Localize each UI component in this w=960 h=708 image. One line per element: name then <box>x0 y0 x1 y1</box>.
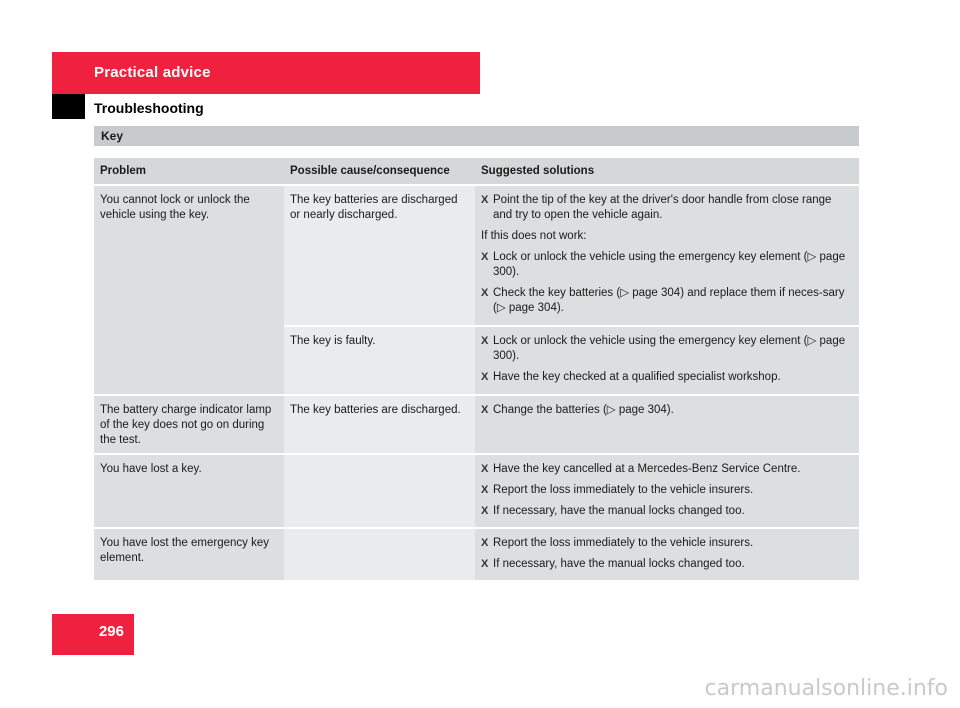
table-row <box>94 528 859 581</box>
solutions-cell <box>475 326 859 395</box>
solution-step: X If necessary, have the manual locks changed too. <box>481 558 745 570</box>
watermark-text: carmanualsonline.info <box>704 676 948 701</box>
problem-cell: You have lost a key. <box>94 454 284 528</box>
table-row <box>94 395 859 454</box>
solution-step: X If necessary, have the manual locks changed too. <box>481 505 745 517</box>
table-caption: Key <box>94 126 859 146</box>
solutions-cell <box>475 185 859 326</box>
cause-cell <box>284 528 475 581</box>
cause-cell: The key is faulty. <box>284 326 475 395</box>
solution-note: If this does not work: <box>481 230 587 242</box>
solution-step: X Check the key batteries (▷ page 304) and replace them if neces-sary (▷ page 304). <box>481 287 845 314</box>
page-subtitle: Troubleshooting <box>94 100 204 116</box>
section-title: Practical advice <box>94 64 211 81</box>
solution-step: X Report the loss immediately to the vehicle insurers. <box>481 537 754 549</box>
step-marker-icon: X <box>481 371 489 383</box>
troubleshooting-table <box>94 126 859 582</box>
solution-step: X Lock or unlock the vehicle using the emergency key element (▷ page 300). <box>481 335 846 362</box>
cause-cell: The key batteries are discharged. <box>284 395 475 454</box>
solutions-cell <box>475 528 859 581</box>
step-marker-icon: X <box>481 484 489 496</box>
column-header-problem: Problem <box>94 158 284 185</box>
solution-step: X Lock or unlock the vehicle using the emergency key element (▷ page 300). <box>481 251 846 278</box>
solution-step: X Change the batteries (▷ page 304). <box>481 404 674 416</box>
step-marker-icon: X <box>481 463 489 475</box>
cause-cell <box>284 454 475 528</box>
problem-cell: You have lost the emergency key element. <box>94 528 284 581</box>
page-number: 296 <box>52 614 134 655</box>
cause-cell: The key batteries are discharged or nearly discharged. <box>284 185 475 326</box>
step-marker-icon: X <box>481 505 489 517</box>
solutions-cell <box>475 454 859 528</box>
table-row <box>94 454 859 528</box>
step-marker-icon: X <box>481 287 489 299</box>
key-table <box>94 158 859 582</box>
table-header-row <box>94 158 859 185</box>
step-marker-icon: X <box>481 404 489 416</box>
solution-step: X Have the key cancelled at a Mercedes-Benz Service Centre. <box>481 463 801 475</box>
solution-step: X Report the loss immediately to the vehicle insurers. <box>481 484 754 496</box>
step-marker-icon: X <box>481 558 489 570</box>
solution-step: X Have the key checked at a qualified specialist workshop. <box>481 371 781 383</box>
step-marker-icon: X <box>481 335 489 347</box>
problem-cell: The battery charge indicator lamp of the key does not go on during the test. <box>94 395 284 454</box>
step-marker-icon: X <box>481 194 489 206</box>
section-tab-marker <box>52 94 85 119</box>
solution-step: X Point the tip of the key at the driver's door handle from close range and try to open the vehicle again. <box>481 194 832 221</box>
step-marker-icon: X <box>481 251 489 263</box>
column-header-solutions: Suggested solutions <box>475 158 859 185</box>
column-header-cause: Possible cause/consequence <box>284 158 475 185</box>
solutions-cell <box>475 395 859 454</box>
table-row <box>94 185 859 326</box>
step-marker-icon: X <box>481 537 489 549</box>
problem-cell: You cannot lock or unlock the vehicle using the key. <box>94 185 284 395</box>
